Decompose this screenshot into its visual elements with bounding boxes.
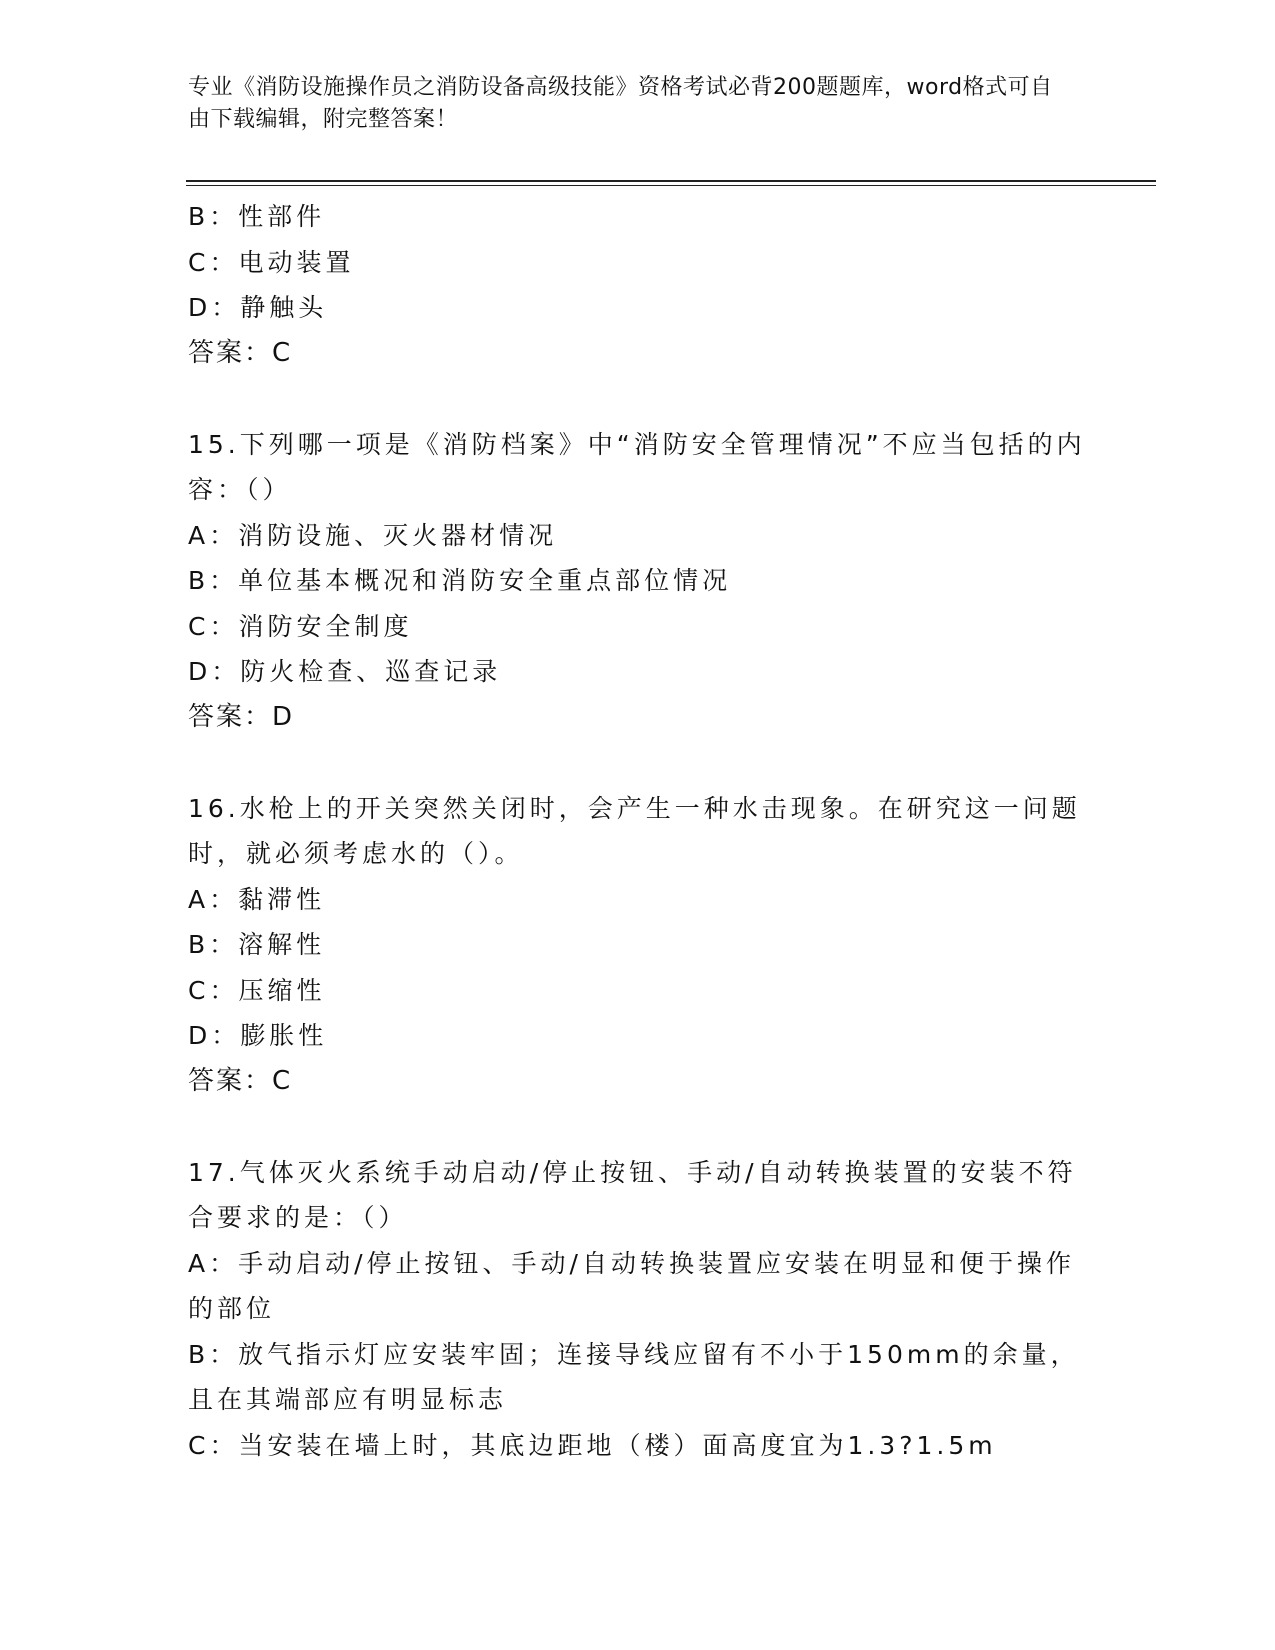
spacer [188, 1104, 1088, 1150]
answer: 答案：C [188, 1065, 293, 1096]
option-a: A：黏滞性 [188, 884, 326, 914]
option-c: C：压缩性 [188, 975, 326, 1005]
option-b: B：溶解性 [188, 930, 326, 959]
question-stem: 15.下列哪一项是《消防档案》中“消防安全管理情况”不应当包括的内容：（） [188, 429, 1086, 504]
question-17 [188, 1150, 1088, 1469]
option-c: C：电动装置 [188, 247, 355, 277]
spacer [188, 740, 1088, 786]
question-list [188, 194, 1088, 1468]
spacer [188, 376, 1088, 422]
question-14-tail [188, 194, 1088, 376]
question-15 [188, 422, 1088, 741]
header-divider-thin [186, 185, 1156, 186]
question-stem: 16.水枪上的开关突然关闭时，会产生一种水击现象。在研究这一问题时，就必须考虑水的（）。 [188, 793, 1081, 868]
document-header: 专业《消防设施操作员之消防设备高级技能》资格考试必背200题题库，word格式可自由下载编辑，附完整答案！ [188, 75, 1053, 132]
option-a: A：手动启动/停止按钮、手动/自动转换装置应安装在明显和便于操作的部位 [188, 1248, 1075, 1323]
header-divider-thick [186, 180, 1156, 182]
question-16 [188, 786, 1088, 1105]
option-c: C：消防安全制度 [188, 611, 413, 641]
option-c: C：当安装在墙上时，其底边距地（楼）面高度宜为1.3?1.5m [188, 1430, 997, 1460]
answer: 答案：D [188, 701, 295, 732]
option-d: D：防火检查、巡查记录 [188, 657, 502, 686]
option-d: D：静触头 [188, 293, 328, 322]
question-stem: 17.气体灭火系统手动启动/停止按钮、手动/自动转换装置的安装不符合要求的是：（） [188, 1157, 1077, 1232]
option-b: B：单位基本概况和消防安全重点部位情况 [188, 566, 732, 595]
option-a: A：消防设施、灭火器材情况 [188, 520, 558, 550]
option-b: B：性部件 [188, 202, 326, 231]
option-b: B：放气指示灯应安装牢固；连接导线应留有不小于150mm的余量，且在其端部应有明显标志 [188, 1339, 1080, 1414]
option-d: D：膨胀性 [188, 1021, 328, 1050]
answer: 答案：C [188, 337, 293, 368]
